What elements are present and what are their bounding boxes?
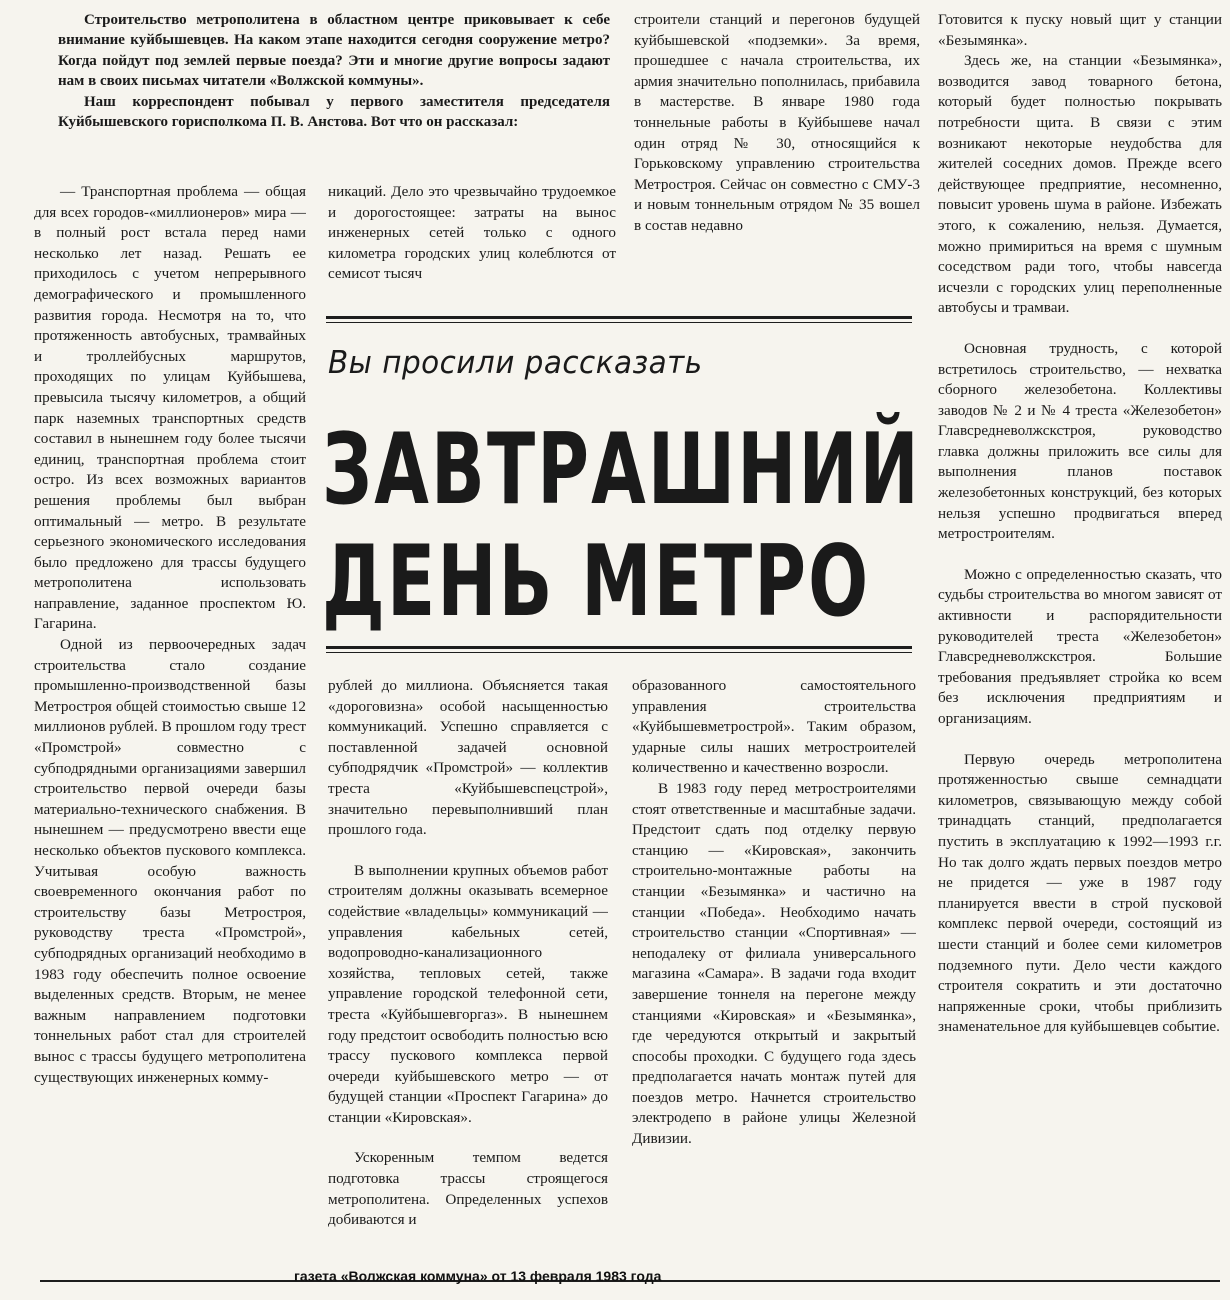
headline-bottom-rule-thin [326,652,912,653]
column-2-bottom [328,676,608,1262]
headline-bottom-rule [326,646,912,649]
intro-second: Наш корреспондент побывал у первого заместителя председателя Куйбышевского горисполкома П. В. Анстова. Вот что он рассказал: [58,93,610,131]
col2-paragraph-1: рублей до миллиона. Объясняется такая «дороговизна» особой насыщенностью коммуникаций. Успешно справляется с поставленной задачей основной субподрядчик «Промстрой» — коллектив треста «Куйбышевспецстрой», значительно перевыполнивший план прошлого года. [328,677,608,839]
col2-top-text: никаций. Дело это чрезвычайно трудоемкое и дорогостоящее: затраты на вынос инженерных сетей только с одного километра городских улиц колеблются от семисот тысяч [328,183,616,283]
column-3-top [634,10,920,237]
column-2-top [328,182,616,285]
column-4 [938,10,1222,1262]
col1-paragraph-2: Одной из первоочередных задач строительства стало создание промышленно-производственной базы Метростроя общей стоимостью свыше 12 миллионов рублей. В прошлом году трест «Промстрой» совместно с субподрядными организациями завершил строительство первой очереди базы материально-технического снабжения. В нынешнем — предусмотрено ввести еще несколько объектов пускового комплекса. Учитывая особую важность своевременного окончания работ по строительству базы Метростроя, руководству треста «Промстрой», субподрядных организаций необходимо в 1983 году обеспечить полное освоение выделенных средств. Вторым, не менее важным направлением подготовки тоннельных работ стал для строителей вынос с трассы будущего метрополитена существующих инженерных комму- [34,636,306,1086]
headline-line-2: ДЕНЬ МЕТРО [322,525,871,639]
col4-paragraph-4: Можно с определенностью сказать, что судьбы строительства во многом зависят от активности и распорядительности руководителей треста «Железобетон» Главсредневолжскстроя. Большие требования предъявляет стройка ко всем без исключения предприятиям и организациям. [938,565,1222,727]
col2-paragraph-2: В выполнении крупных объемов работ строителям должны оказывать всемерное содействие «владельцы» коммуникаций — управления кабельных сетей, водопроводно-канализационного хозяйства, тепловых сетей, также управление городской телефонной сети, треста «Куйбышевгоргаз». В нынешнем году предстоит освободить полностью всю трассу пускового комплекса первой очереди куйбышевского метро — от будущей станции «Проспект Гагарина» до станции «Кировская». [328,861,608,1126]
col2-paragraph-3: Ускоренным темпом ведется подготовка трассы строящегося метрополитена. Определенных успехов добиваются и [328,1149,608,1229]
headline-line-1: ЗАВТРАШНИЙ [322,413,921,527]
col1-paragraph-1: — Транспортная проблема — общая для всех городов-«миллионеров» мира — в полный рост встала перед нами несколько лет назад. Решать ее приходилось с учетом непрерывного демографического и промышленного развития города. Несмотря на то, что протяженность автобусных, трамвайных и троллейбусных маршрутов, проходящих по улицам Куйбышева, превысила тысячу километров, а общий парк наземных транспортных средств составил в нынешнем году более тысячи единиц, транспортная проблема стоит остро. Из всех возможных вариантов решения проблемы был выбран оптимальный — метро. В результате серьезного экономического исследования было предложено для трассы будущего метрополитена использовать направление, заданное проспектом Ю. Гагарина. [34,183,306,633]
col3-top-text: строители станций и перегонов будущей куйбышевской «подземки». За время, прошедшее с начала строительства, их армия значительно пополнилась, прибавила в мастерстве. В январе 1980 года тоннельные работы в Куйбышеве начал один отряд № 30, относящийся к Горьковскому управлению строительства Метростроя. Сейчас он совместно с СМУ-3 и новым тоннельным отрядом № 35 вошел в состав недавно [634,11,920,234]
col3-paragraph-2: В 1983 году перед метростроителями стоят ответственные и масштабные задачи. Предстоит сдать под отделку первую станцию — «Кировская», закончить строительно-монтажные работы на станции «Безымянка» и частично на станции «Победа». Необходимо начать строительство станции «Спортивная» — неподалеку от филиала универсального магазина «Самара». В задачи года входит завершение тоннеля на перегоне между станциями «Кировская» и «Безымянка», где чередуются открытый и закрытый способы проходки. С будущего года здесь предполагается начать монтаж путей для поездов метро. Начнется строительство электродепо в районе улицы Железной Дивизии. [632,779,916,1148]
column-1 [34,182,306,1262]
col4-paragraph-5: Первую очередь метрополитена протяженностью свыше семнадцати километров, связывающую между собой тринадцать станций, предполагается пустить в эксплуатацию к 1992—1993 г.г. Но так долго ждать первых поездов метро не придется — уже в 1987 году планируется ввести в строй пусковой комплекс первой очереди, состоящий из шести станций и более семи километров подземного пути. Дело чести каждого строителя сократить и эти достаточно напряженные сроки, чтобы приблизить знаменательное для куйбышевцев событие. [938,750,1222,1036]
col3-paragraph-1: образованного самостоятельного управления строительства «Куйбышевметрострой». Таким образом, ударные силы наших метростроителей количественно и качественно возросли. [632,677,916,777]
headline-top-rule-thin [326,322,912,323]
intro-lead: Строительство метрополитена в областном центре приковывает к себе внимание куйбышевцев. На каком этапе находится сегодня сооружение метро? Когда пойдут под землей первые поезда? Эти и многие другие вопросы задают нам в своих письмах читатели «Волжской коммуны». [58,12,610,90]
headline-top-rule [326,316,912,319]
col4-paragraph-2: Здесь же, на станции «Безымянка», возводится завод товарного бетона, который будет полностью покрывать потребности щита. В связи с этим возникают некоторые неудобства для жителей соседних домов. Прежде всего действующее предприятие, несомненно, повысит уровень шума в районе. Избежать этого, к сожалению, нельзя. Думается, можно примириться на время с шумным соседством ради того, чтобы навсегда исчезли с городских улиц переполненные автобусы и трамваи. [938,52,1222,317]
column-3-bottom [632,676,916,1262]
intro-block [58,10,610,132]
col4-paragraph-1: Готовится к пуску новый щит у станции «Безымянка». [938,11,1222,49]
kicker-text: Вы просили рассказать [328,345,703,381]
source-caption: газета «Волжская коммуна» от 13 февраля 1983 года [294,1268,662,1284]
col4-paragraph-3: Основная трудность, с которой встретилось строительство, — нехватка сборного железобетона. Коллективы заводов № 2 и № 4 треста «Железобетон» Главсредневолжскстроя, руководство главка должны приложить все силы для выполнения планов поставок железобетонных конструкций, без которых нельзя успешно продвигаться вперед метростроителям. [938,339,1222,543]
